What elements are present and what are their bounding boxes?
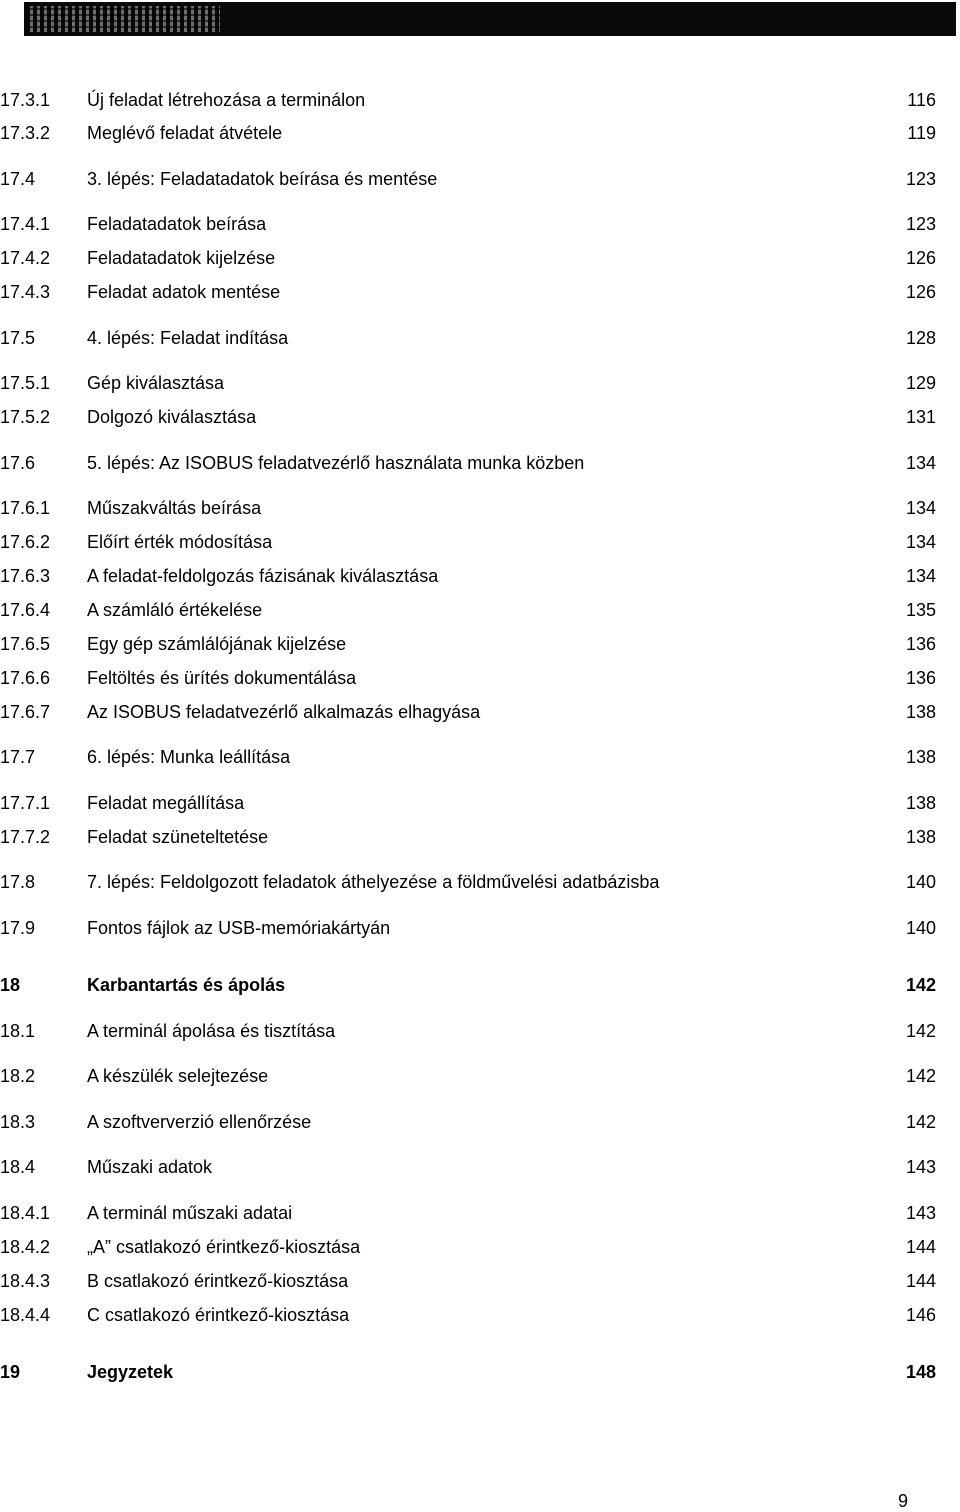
toc-entry[interactable] xyxy=(0,1303,960,1327)
toc-entry-page: 143 xyxy=(905,1157,936,1177)
toc-entry-number: 17.6.3 xyxy=(0,566,51,586)
toc-entry-title: Előírt érték módosítása xyxy=(87,532,273,552)
toc-entry-page: 126 xyxy=(905,248,936,268)
toc-entry-page: 138 xyxy=(905,827,936,847)
toc-entry[interactable] xyxy=(0,405,960,429)
toc-entry[interactable] xyxy=(0,916,960,940)
toc-entry-page: 131 xyxy=(905,407,936,427)
toc-entry-number: 17.6.2 xyxy=(0,532,51,552)
toc-entry-number: 17.6.6 xyxy=(0,668,51,688)
toc-entry-page: 136 xyxy=(905,668,936,688)
toc-entry-page: 140 xyxy=(905,918,936,938)
toc-entry-title: Műszakváltás beírása xyxy=(87,498,262,518)
toc-entry-number: 17.8 xyxy=(0,872,36,892)
toc-entry[interactable] xyxy=(0,1019,960,1043)
toc-entry-number: 17.6.1 xyxy=(0,498,51,518)
toc-entry-number: 18.4.1 xyxy=(0,1203,51,1223)
toc-entry-title: Feladatadatok kijelzése xyxy=(87,248,276,268)
toc-entry-title: 6. lépés: Munka leállítása xyxy=(87,747,291,767)
toc-entry-title: Fontos fájlok az USB-memóriakártyán xyxy=(87,918,391,938)
toc-entry[interactable] xyxy=(0,212,960,236)
toc-entry-number: 17.6.7 xyxy=(0,702,51,722)
toc-entry-title: Jegyzetek xyxy=(87,1362,174,1382)
toc-chapter-entry[interactable] xyxy=(0,1360,960,1384)
toc-entry-page: 142 xyxy=(905,1066,936,1086)
toc-entry[interactable] xyxy=(0,1064,960,1088)
toc-entry-title: Új feladat létrehozása a terminálon xyxy=(87,90,366,110)
toc-entry-number: 18.4.4 xyxy=(0,1305,51,1325)
toc-entry-title: A terminál ápolása és tisztítása xyxy=(87,1021,336,1041)
toc-entry-number: 17.5.1 xyxy=(0,373,51,393)
toc-entry-title: Gép kiválasztása xyxy=(87,373,225,393)
toc-entry-page: 134 xyxy=(905,453,936,473)
toc-entry-page: 140 xyxy=(905,872,936,892)
toc-entry-number: 18.4 xyxy=(0,1157,36,1177)
toc-entry-page: 116 xyxy=(907,90,936,110)
page-number: 9 xyxy=(897,1491,908,1511)
toc-entry[interactable] xyxy=(0,167,960,191)
toc-entry-title: C csatlakozó érintkező-kiosztása xyxy=(87,1305,350,1325)
toc-entry-title: Az ISOBUS feladatvezérlő alkalmazás elhagyása xyxy=(87,702,481,722)
toc-entry-number: 17.4.1 xyxy=(0,214,51,234)
toc-entry-number: 17.7.2 xyxy=(0,827,51,847)
toc-entry[interactable] xyxy=(0,371,960,395)
toc-entry[interactable] xyxy=(0,632,960,656)
toc-entry[interactable] xyxy=(0,1155,960,1179)
toc-entry-number: 17.7.1 xyxy=(0,793,51,813)
toc-entry-number: 17.5 xyxy=(0,328,36,348)
toc-entry-page: 138 xyxy=(905,747,936,767)
toc-entry-page: 126 xyxy=(905,282,936,302)
toc-entry-page: 119 xyxy=(907,123,936,143)
toc-entry-page: 129 xyxy=(905,373,936,393)
toc-entry-page: 123 xyxy=(905,214,936,234)
toc-entry[interactable] xyxy=(0,564,960,588)
toc-chapter-entry[interactable] xyxy=(0,973,960,997)
toc-entry-page: 144 xyxy=(905,1237,936,1257)
toc-entry-page: 144 xyxy=(905,1271,936,1291)
toc-entry-number: 18 xyxy=(0,975,21,995)
toc-entry-title: A számláló értékelése xyxy=(87,600,263,620)
toc-entry-number: 18.3 xyxy=(0,1112,36,1132)
toc-entry-number: 19 xyxy=(0,1362,21,1382)
toc-entry-title: 4. lépés: Feladat indítása xyxy=(87,328,289,348)
toc-entry-number: 17.7 xyxy=(0,747,36,767)
toc-entry-title: Dolgozó kiválasztása xyxy=(87,407,257,427)
toc-entry-page: 146 xyxy=(905,1305,936,1325)
toc-entry-title: Meglévő feladat átvétele xyxy=(87,123,283,143)
toc-entry-title: Feltöltés és ürítés dokumentálása xyxy=(87,668,357,688)
toc-entry-title: Feladat szüneteltetése xyxy=(87,827,269,847)
toc-entry[interactable] xyxy=(0,791,960,815)
toc-entry[interactable] xyxy=(0,825,960,849)
toc-entry-number: 18.4.3 xyxy=(0,1271,51,1291)
toc-entry[interactable] xyxy=(0,700,960,724)
toc-entry[interactable] xyxy=(0,870,960,894)
toc-entry-number: 18.1 xyxy=(0,1021,36,1041)
toc-entry-number: 17.4.3 xyxy=(0,282,51,302)
toc-entry-number: 18.2 xyxy=(0,1066,36,1086)
toc-entry[interactable] xyxy=(0,1110,960,1134)
toc-entry-page: 142 xyxy=(905,1112,936,1132)
toc-entry[interactable] xyxy=(0,745,960,769)
toc-entry-page: 148 xyxy=(905,1362,936,1382)
toc-entry-number: 17.3.1 xyxy=(0,90,51,110)
toc-entry[interactable] xyxy=(0,1269,960,1293)
toc-entry-title: Feladat megállítása xyxy=(87,793,245,813)
toc-entry-title: „A” csatlakozó érintkező-kiosztása xyxy=(87,1237,361,1257)
toc-entry-page: 134 xyxy=(905,532,936,552)
toc-entry-page: 138 xyxy=(905,702,936,722)
toc-entry-number: 17.6 xyxy=(0,453,36,473)
toc-entry[interactable] xyxy=(0,280,960,304)
toc-entry-number: 17.4 xyxy=(0,169,36,189)
toc-entry-page: 123 xyxy=(905,169,936,189)
toc-entry-page: 143 xyxy=(905,1203,936,1223)
toc-entry[interactable] xyxy=(0,121,960,145)
toc-entry-number: 17.4.2 xyxy=(0,248,51,268)
toc-entry[interactable] xyxy=(0,88,960,112)
toc-entry-number: 17.9 xyxy=(0,918,36,938)
toc-entry-page: 142 xyxy=(905,1021,936,1041)
toc-entry-title: 7. lépés: Feldolgozott feladatok áthelyezése a földművelési adatbázisba xyxy=(87,872,660,892)
toc-entry-number: 17.5.2 xyxy=(0,407,51,427)
toc-entry[interactable] xyxy=(0,530,960,554)
toc-entry-number: 18.4.2 xyxy=(0,1237,51,1257)
toc-entry-title: A készülék selejtezése xyxy=(87,1066,269,1086)
toc-entry[interactable] xyxy=(0,451,960,475)
toc-entry[interactable] xyxy=(0,326,960,350)
toc-entry-page: 135 xyxy=(905,600,936,620)
toc-entry-number: 17.3.2 xyxy=(0,123,51,143)
toc-entry-title: A terminál műszaki adatai xyxy=(87,1203,293,1223)
toc-entry-page: 142 xyxy=(905,975,936,995)
toc-entry-page: 134 xyxy=(905,566,936,586)
toc-entry-title: Feladat adatok mentése xyxy=(87,282,281,302)
toc-entry-page: 138 xyxy=(905,793,936,813)
toc-entry-number: 17.6.4 xyxy=(0,600,51,620)
toc-entry[interactable] xyxy=(0,246,960,270)
toc-entry-title: B csatlakozó érintkező-kiosztása xyxy=(87,1271,349,1291)
toc-entry[interactable] xyxy=(0,1235,960,1259)
toc-entry-title: 5. lépés: Az ISOBUS feladatvezérlő használata munka közben xyxy=(87,453,585,473)
toc-entry[interactable] xyxy=(0,496,960,520)
toc-entry-page: 134 xyxy=(905,498,936,518)
toc-entry-title: Egy gép számlálójának kijelzése xyxy=(87,634,347,654)
toc-entry-title: A feladat-feldolgozás fázisának kiválasztása xyxy=(87,566,439,586)
toc-entry-title: Feladatadatok beírása xyxy=(87,214,267,234)
toc-entry[interactable] xyxy=(0,598,960,622)
toc-entry-page: 128 xyxy=(905,328,936,348)
toc-entry-number: 17.6.5 xyxy=(0,634,51,654)
toc-entry-title: 3. lépés: Feladatadatok beírása és mentése xyxy=(87,169,438,189)
toc-entry-title: Műszaki adatok xyxy=(87,1157,213,1177)
toc-entry-title: A szoftververzió ellenőrzése xyxy=(87,1112,312,1132)
toc-entry[interactable] xyxy=(0,1201,960,1225)
toc-entry-title: Karbantartás és ápolás xyxy=(87,975,286,995)
toc-entry[interactable] xyxy=(0,666,960,690)
toc-entry-page: 136 xyxy=(905,634,936,654)
